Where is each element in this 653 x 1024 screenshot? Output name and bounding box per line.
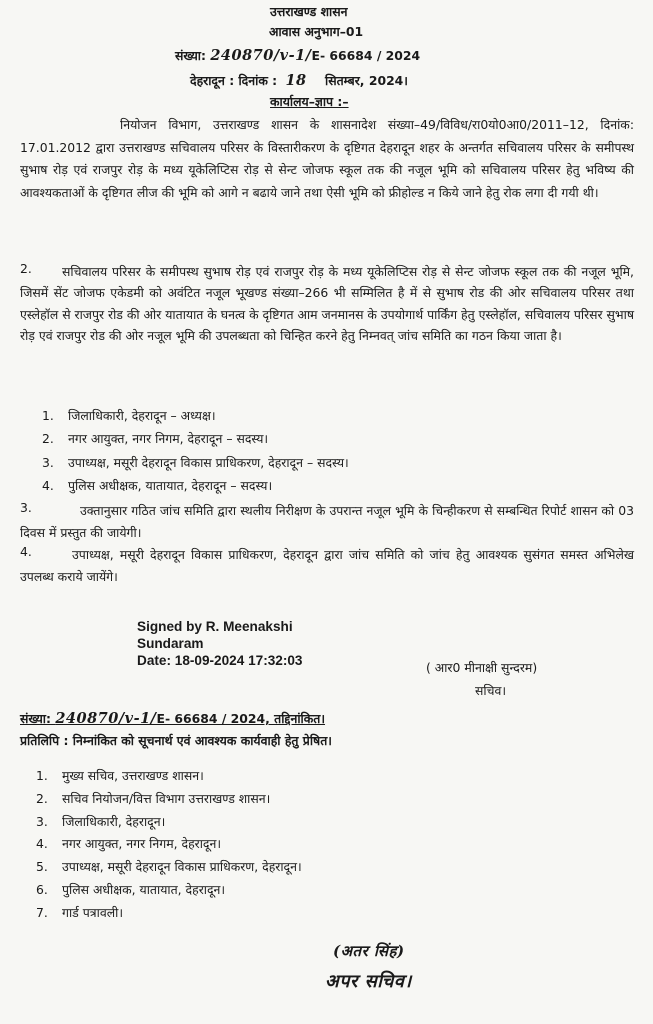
date-month-year: सितम्बर, 2024। [324,73,409,88]
order-date [190,72,408,91]
paragraph-4: उपाध्यक्ष, मसूरी देहरादून विकास प्राधिकरण, देहरादून द्वारा जांच समिति को जांच हेतु आवश्यक सुसंगत समस्त अभिलेख उपलब्ध कराये जायेंगे। [20,547,634,584]
list-item [36,814,165,830]
list-item-number: 3. [36,814,48,829]
list-item-text: उपाध्यक्ष, मसूरी देहरादून विकास प्राधिकरण, देहरादून – सदस्य। [68,455,349,470]
list-item-number: 7. [36,905,48,920]
list-item-text: जिलाधिकारी, देहरादून – अध्यक्ष। [68,408,216,423]
digital-signature [137,619,303,670]
signatory-designation: सचिव। [475,683,507,698]
endorsement-number-label: संख्या: [20,711,51,726]
list-item-number: 4. [42,478,54,493]
list-item [42,455,349,471]
paragraph-4-number: 4. [20,544,32,559]
order-number-label: संख्या: [175,48,206,63]
paragraph-3: उक्तानुसार गठित जांच समिति द्वारा स्थलीय निरीक्षण के उपरान्त नजूल भूमि के चिन्हीकरण से सम्बन्धित रिपोर्ट शासन को 03 दिवस में प्रस्तुत की जायेगी। [20,503,634,540]
signatory-name: ( आर0 मीनाक्षी सुन्दरम) [426,660,538,675]
list-item-text: उपाध्यक्ष, मसूरी देहरादून विकास प्राधिकरण, देहरादून। [62,859,302,874]
list-item-text: मुख्य सचिव, उत्तराखण्ड शासन। [62,768,204,783]
order-number [175,47,420,66]
paragraph-3-number: 3. [20,500,32,515]
list-item [36,768,204,784]
order-number-handwritten: 240870/v-1/ [210,47,312,64]
endorsement-number-typed: E- 66684 / 2024, तद्दिनांकित। [156,711,326,726]
memo-title: कार्यालय–ज्ञाप :– [270,94,349,109]
list-item-text: पुलिस अधीक्षक, यातायात, देहरादून। [62,882,226,897]
list-item-number: 3. [42,455,54,470]
list-item-text: जिलाधिकारी, देहरादून। [62,814,166,829]
list-item [36,791,270,807]
section-heading: आवास अनुभाग–01 [269,24,364,39]
list-item [36,859,302,875]
list-item-text: सचिव नियोजन/वित्त विभाग उत्तराखण्ड शासन। [62,791,271,806]
handwritten-signatory-designation: अपर सचिव। [325,971,412,992]
endorsement-number [20,710,325,729]
date-label: देहरादून : दिनांक : [190,73,278,88]
list-item-text: गार्ड पत्रावली। [62,905,124,920]
list-item-number: 5. [36,859,48,874]
order-number-typed: E- 66684 / 2024 [311,48,421,63]
paragraph-2: सचिवालय परिसर के समीपस्थ सुभाष रोड़ एवं राजपुर रोड़ के मध्य यूकेलिप्टिस रोड़ से सेन्ट जोजफ स्कूल तक की नजूल भूमि, जिसमें सेंट जोजफ एकेडमी को अवंटित नजूल भूखण्ड संख्या–266 भी सम्मिलित है में से सुभाष रोड की ओर सचिवालय परिसर तथा एस्लेहॉल से राजपुर रोड की ओर यातायात के घनत्व के दृष्टिगत आम जनमानस के उपयोगार्थ पार्किंग हेतु एस्लेहॉल, सचिवालय परिसर सुभाष रोड़ एवं राजपुर रोड की ओर नजूल भूमि की उपलब्धता को चिन्हित करने हेतु निम्नवत् जांच समिति का गठन किया जाता है। [20,264,634,344]
list-item-number: 1. [36,768,48,783]
copy-to-line: प्रतिलिपि : निम्नांकित को सूचनार्थ एवं आवश्यक कार्यवाही हेतु प्रेषित। [20,733,332,748]
digital-signature-line-1: Signed by R. Meenakshi [137,619,293,634]
digital-signature-date: Date: 18-09-2024 17:32:03 [137,652,303,668]
list-item [36,905,123,921]
list-item [42,408,216,424]
list-item [42,478,272,494]
date-day-handwritten: 18 [285,72,307,89]
list-item [36,882,225,898]
list-item [36,836,221,852]
endorsement-number-handwritten: 240870/v-1/ [55,710,157,727]
handwritten-signatory-name: (अतर सिंह) [333,942,405,960]
list-item [42,431,268,447]
list-item-number: 2. [36,791,48,806]
paragraph-1: नियोजन विभाग, उत्तराखण्ड शासन के शासनादेश संख्या–49/विविध/रा0यो0आ0/2011–12, दिनांक: 17.01.2012 द्वारा उत्तराखण्ड सचिवालय परिसर के विस्तारीकरण के दृष्टिगत देहरादून शहर के अन्तर्गत सचिवालय परिसर के समीपस्थ सुभाष रोड़ एवं राजपुर रोड़ के मध्य यूकेलिप्टिस रोड़ से सेन्ट जोजफ स्कूल तक की नजूल भूमि को सचिवालय परिसर हेतु भविष्य की आवश्यकताओं के दृष्टिगत लीज की भूमि को आगे न बढाये जाने तथा ऐसी भूमि को फ्रीहोल्ड न किये जाने हेतु रोक लगा दी गयी थी। [20,117,634,200]
list-item-number: 1. [42,408,54,423]
paragraph-2-number: 2. [20,261,32,276]
govt-heading: उत्तराखण्ड शासन [270,4,348,19]
digital-signature-line-2: Sundaram [137,635,204,651]
list-item-text: नगर आयुक्त, नगर निगम, देहरादून। [62,836,222,851]
list-item-number: 6. [36,882,48,897]
list-item-number: 4. [36,836,48,851]
list-item-text: नगर आयुक्त, नगर निगम, देहरादून – सदस्य। [68,431,269,446]
list-item-number: 2. [42,431,54,446]
list-item-text: पुलिस अधीक्षक, यातायात, देहरादून – सदस्य। [68,478,273,493]
